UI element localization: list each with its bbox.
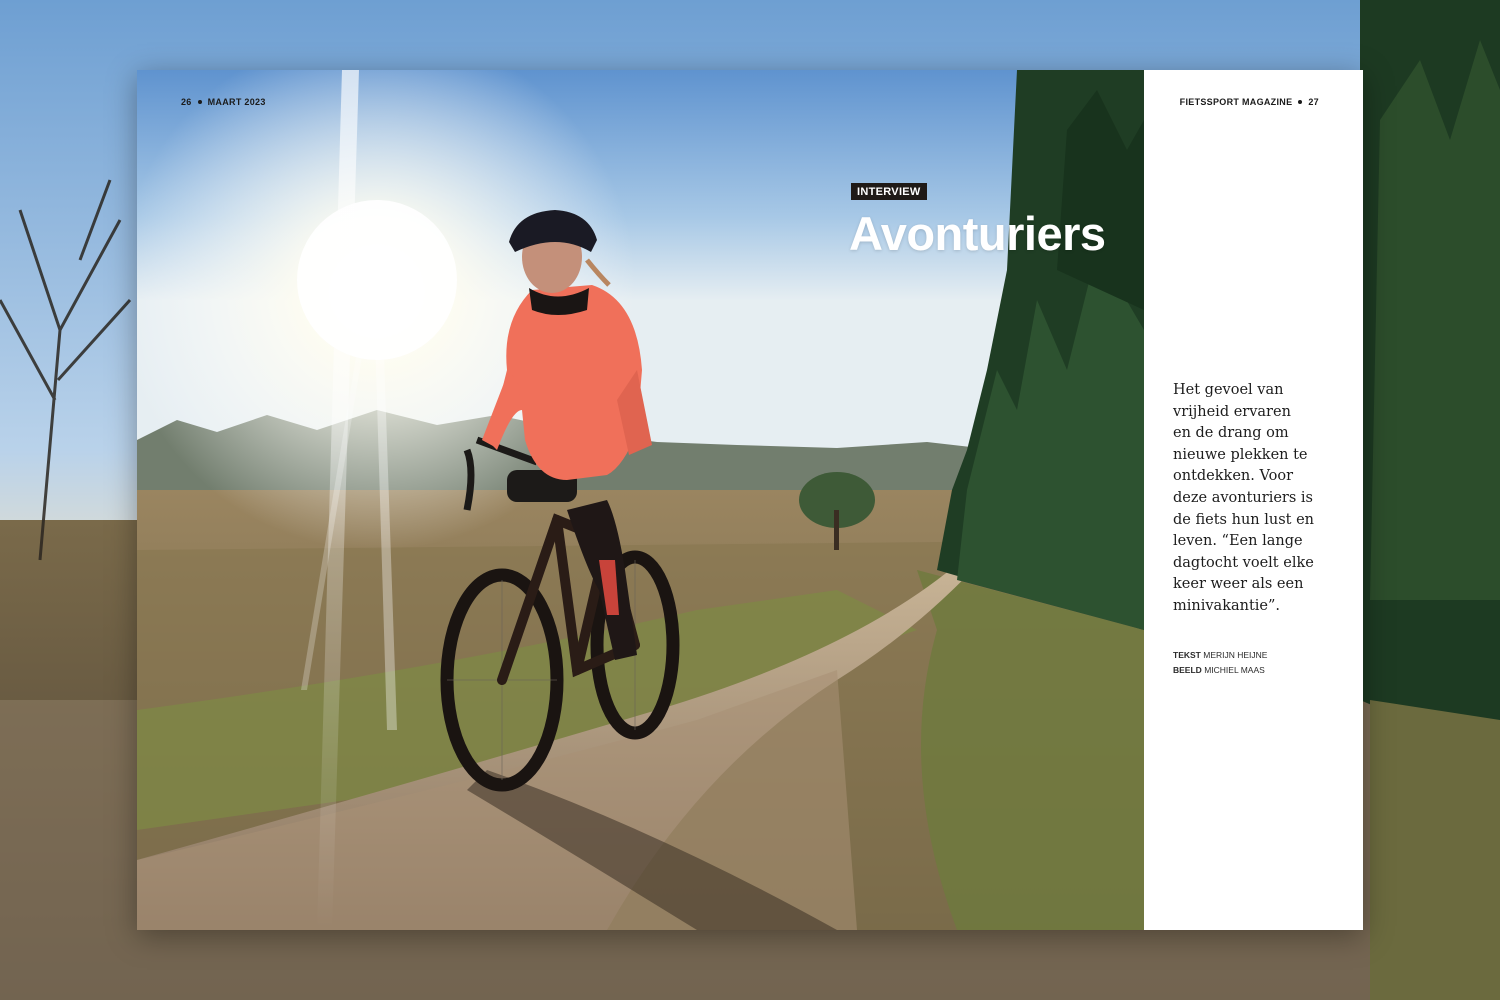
lead-line: leven. “Een lange <box>1173 533 1303 550</box>
text-credit-label: TEKST <box>1173 650 1201 660</box>
bullet-dot-icon <box>1298 100 1302 104</box>
text-credit-author: MERIJN HEIJNE <box>1203 650 1268 660</box>
lead-line: Het gevoel van <box>1173 382 1284 398</box>
lead-line: ontdekken. Voor <box>1173 468 1294 485</box>
magazine-name: FIETSSPORT MAGAZINE <box>1179 97 1293 107</box>
issue-date: MAART 2023 <box>207 97 266 107</box>
left-page-folio <box>181 97 266 107</box>
article-title: Avonturiers <box>849 207 1106 260</box>
photo-credit-label: BEELD <box>1173 665 1202 675</box>
lead-line: deze avonturiers is <box>1173 489 1313 506</box>
lead-line: de fiets hun lust en <box>1173 511 1314 528</box>
lead-line: en de drang om <box>1173 425 1289 442</box>
text-credit <box>1173 648 1267 663</box>
photo-credit-author: MICHIEL MAAS <box>1204 665 1265 675</box>
cyclist-photo <box>137 70 1144 930</box>
right-page <box>1144 70 1363 930</box>
left-page-number: 26 <box>181 97 192 107</box>
lead-line: keer weer als een <box>1173 576 1304 593</box>
article-credits <box>1173 648 1267 678</box>
article-lead <box>1173 380 1348 618</box>
photo-credit <box>1173 663 1267 678</box>
lead-line: dagtocht voelt elke <box>1173 554 1314 571</box>
magazine-spread <box>137 70 1363 930</box>
lead-line: minivakantie”. <box>1173 597 1281 614</box>
bullet-dot-icon <box>198 100 202 104</box>
lead-line: vrijheid ervaren <box>1173 403 1291 420</box>
right-page-number: 27 <box>1308 97 1319 107</box>
lead-line: nieuwe plekken te <box>1173 446 1308 463</box>
section-tag: INTERVIEW <box>851 183 927 200</box>
right-page-folio <box>1180 97 1319 107</box>
